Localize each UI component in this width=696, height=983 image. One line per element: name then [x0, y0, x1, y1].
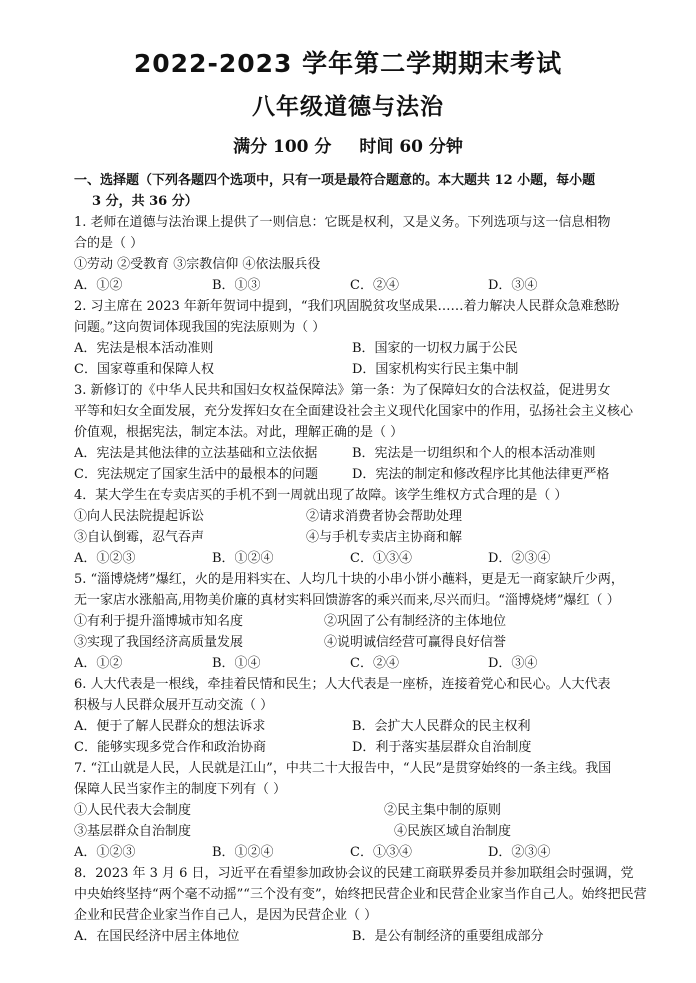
- question-3-stem-cont: 平等和妇女全面发展，充分发挥妇女在全面建设社会主义现代化国家中的作用，弘扬社会主义核心: [74, 404, 634, 419]
- option-d: D．国家机构实行民主集中制: [352, 362, 519, 377]
- question-4-stem: 4．某大学生在专卖店买的手机不到一周就出现了故障。该学生维权方式合理的是（ ）: [74, 488, 568, 503]
- item-2: ②请求消费者协会帮助处理: [306, 509, 463, 524]
- question-3-options-cd: [74, 464, 674, 485]
- item-1: ①向人民法院提起诉讼: [74, 509, 205, 524]
- option-b: B．①③: [212, 278, 261, 293]
- option-c: C．宪法规定了国家生活中的最根本的问题: [74, 467, 318, 482]
- option-d: D．宪法的制定和修改程序比其他法律更严格: [352, 467, 610, 482]
- option-b: B．国家的一切权力属于公民: [352, 341, 518, 356]
- item-4: ④与手机专卖店主协商和解: [306, 530, 463, 545]
- question-1-stem-cont: 合的是（ ）: [74, 236, 144, 251]
- time-limit: 时间 60 分钟: [359, 137, 463, 157]
- option-a: A．宪法是根本活动准则: [74, 341, 214, 356]
- option-a: A．宪法是其他法律的立法基础和立法依据: [74, 446, 318, 461]
- question-5-items-12: [74, 611, 674, 632]
- question-8-options-ab: [74, 926, 674, 947]
- item-4: ④说明诚信经营可赢得良好信誉: [324, 635, 507, 650]
- option-d: D．利于落实基层群众自治制度: [352, 740, 532, 755]
- question-5-stem: 5. “淄博烧烤”爆红，火的是用料实在、人均几十块的小串小饼小蘸料，更是无一商家缺斤少两，: [74, 572, 624, 587]
- option-a: A．①②③: [74, 551, 136, 566]
- question-8-stem-cont: 中央始终坚持“两个毫不动摇”“三个没有变”，始终把民营企业和民营企业家当作自己人。始终把民营: [74, 887, 647, 902]
- question-6-options-cd: [74, 737, 674, 758]
- item-1: ①有利于提升淄博城市知名度: [74, 614, 244, 629]
- question-3-stem: 3. 新修订的《中华人民共和国妇女权益保障法》第一条：为了保障妇女的合法权益，促进男女: [74, 383, 611, 398]
- option-c: C．①③④: [350, 845, 412, 860]
- option-b: B．①④: [212, 656, 261, 671]
- question-4-items-34: [74, 527, 674, 548]
- option-d: D．③④: [488, 278, 538, 293]
- exam-title: 2022-2023 学年第二学期期末考试: [133, 49, 563, 78]
- exam-subject: 八年级道德与法治: [252, 94, 444, 120]
- question-1-items: ①劳动 ②受教育 ③宗教信仰 ④依法服兵役: [74, 257, 321, 272]
- item-3: ③基层群众自治制度: [74, 824, 192, 839]
- question-7-items-12: [74, 800, 674, 821]
- option-c: C．①③④: [350, 551, 412, 566]
- question-7-stem-cont: 保障人民当家作主的制度下列有（ ）: [74, 782, 287, 797]
- option-a: A．①②: [74, 278, 123, 293]
- option-d: D．②③④: [488, 845, 551, 860]
- question-8-stem: 8．2023 年 3 月 6 日，习近平在看望参加政协会议的民建工商联界委员并参加联组会时强调，党: [74, 866, 634, 881]
- question-7-items-34: [74, 821, 674, 842]
- option-b: B．①②④: [212, 845, 274, 860]
- question-1-stem: 1. 老师在道德与法治课上提供了一则信息：它既是权利，又是义务。下列选项与这一信息相物: [74, 215, 611, 230]
- question-6-stem-cont: 积极与人民群众展开互动交流（ ）: [74, 698, 274, 713]
- question-5-options: [74, 653, 674, 674]
- question-6-options-ab: [74, 716, 674, 737]
- option-b: B．会扩大人民群众的民主权利: [352, 719, 531, 734]
- question-1-options: [74, 275, 674, 296]
- question-6-stem: 6. 人大代表是一根线，牵挂着民情和民生；人大代表是一座桥，连接着党心和民心。人大代表: [74, 677, 611, 692]
- item-3: ③自认倒霉，忍气吞声: [74, 530, 205, 545]
- question-7-stem: 7. “江山就是人民，人民就是江山”，中共二十大报告中，“人民”是贯穿始终的一条主线。我国: [74, 761, 612, 776]
- option-c: C．国家尊重和保障人权: [74, 362, 214, 377]
- option-b: B．宪法是一切组织和个人的根本活动准则: [352, 446, 596, 461]
- question-2-stem: 2. 习主席在 2023 年新年贺词中提到，“我们巩固脱贫攻坚成果……着力解决人民群众急难愁盼: [74, 299, 620, 314]
- option-b: B．是公有制经济的重要组成部分: [352, 929, 544, 944]
- question-2-options-cd: [74, 359, 674, 380]
- option-b: B．①②④: [212, 551, 274, 566]
- option-c: C．能够实现多党合作和政治协商: [74, 740, 266, 755]
- question-3-stem-cont: 价值观，根据宪法，制定本法。对此，理解正确的是（ ）: [74, 425, 404, 440]
- question-5-items-34: [74, 632, 674, 653]
- option-a: A．便于了解人民群众的想法诉求: [74, 719, 266, 734]
- item-2: ②巩固了公有制经济的主体地位: [324, 614, 507, 629]
- exam-info: [0, 132, 696, 157]
- question-7-options: [74, 842, 674, 863]
- section-heading-cont: 3 分，共 36 分）: [92, 194, 198, 209]
- question-3-options-ab: [74, 443, 674, 464]
- option-c: C．②④: [350, 278, 399, 293]
- question-8-stem-cont: 企业和民营企业家当作自己人，是因为民营企业（ ）: [74, 908, 378, 923]
- option-c: C．②④: [350, 656, 399, 671]
- item-3: ③实现了我国经济高质量发展: [74, 635, 244, 650]
- option-d: D．③④: [488, 656, 538, 671]
- section-heading: 一、选择题（下列各题四个选项中，只有一项是最符合题意的。本大题共 12 小题，每小题: [74, 173, 596, 188]
- item-1: ①人民代表大会制度: [74, 803, 192, 818]
- item-2: ②民主集中制的原则: [384, 803, 502, 818]
- question-5-stem-cont: 无一家店水涨船高,用物美价廉的真材实料回馈游客的乘兴而来,尽兴而归。“淄博烧烤”爆红（ ）: [74, 593, 620, 608]
- question-2-options-ab: [74, 338, 674, 359]
- question-4-items-12: [74, 506, 674, 527]
- option-a: A．①②③: [74, 845, 136, 860]
- question-body: [74, 170, 674, 947]
- item-4: ④民族区域自治制度: [394, 824, 512, 839]
- question-4-options: [74, 548, 674, 569]
- option-d: D．②③④: [488, 551, 551, 566]
- question-2-stem-cont: 问题。”这向贺词体现我国的宪法原则为（ ）: [74, 320, 326, 335]
- option-a: A．①②: [74, 656, 123, 671]
- full-score: 满分 100 分: [233, 137, 332, 157]
- option-a: A．在国民经济中居主体地位: [74, 929, 240, 944]
